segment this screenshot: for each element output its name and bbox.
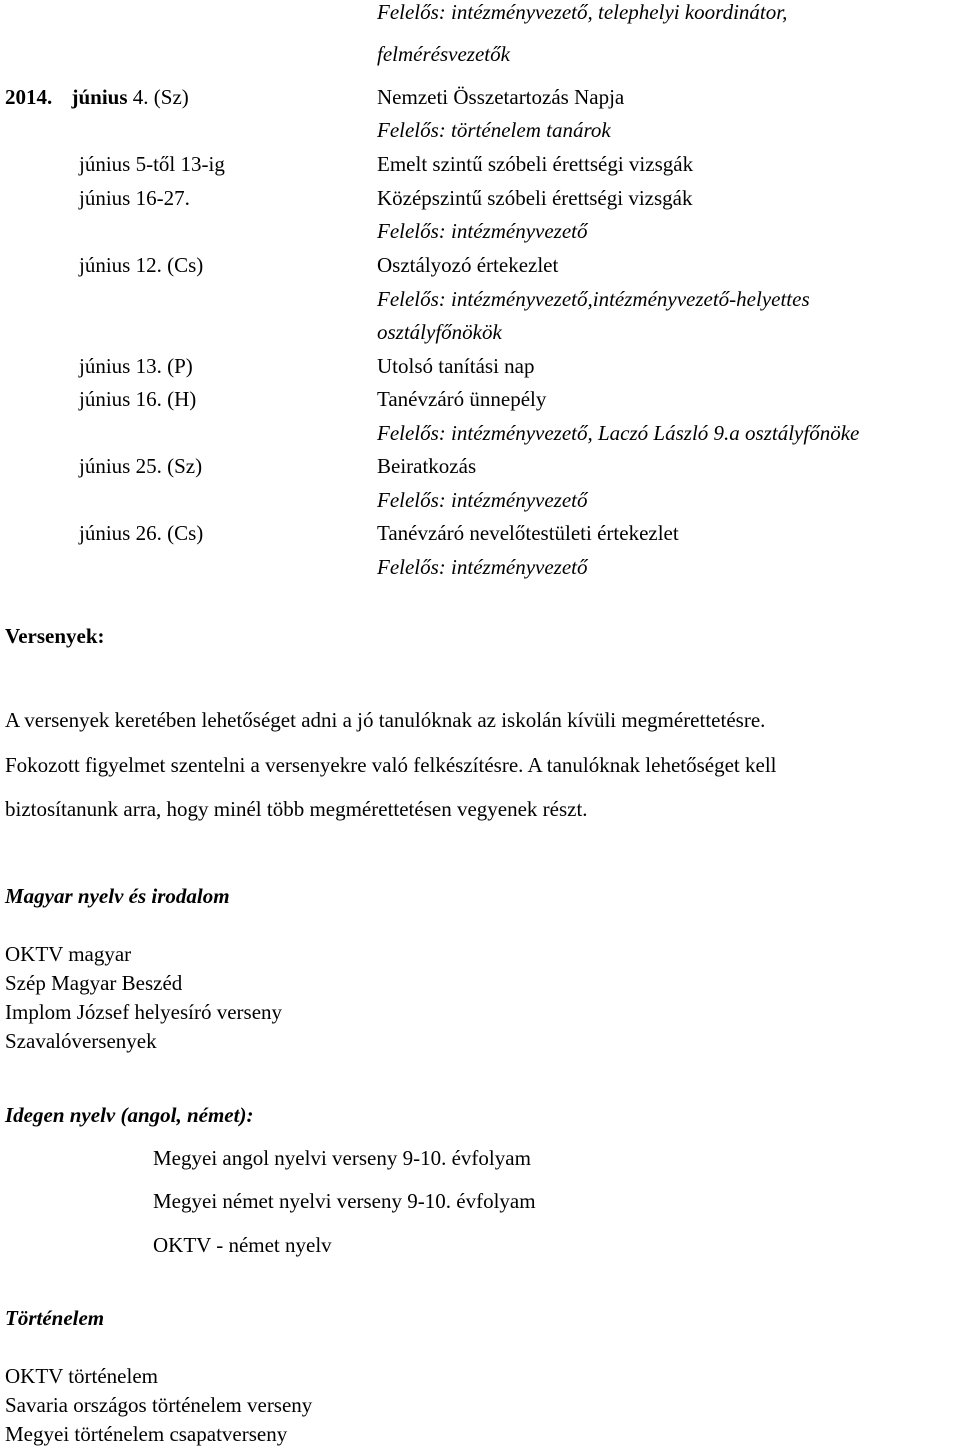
date-row-2: június 5-től 13-ig [79, 152, 225, 176]
date-row-5: június 13. (P) [79, 354, 193, 378]
foreign-language-heading: Idegen nyelv (angol, német): [5, 1103, 254, 1127]
hungarian-item: OKTV magyar [5, 942, 132, 966]
competitions-paragraph-line-1: A versenyek keretében lehetőséget adni a jó tanulóknak az iskolán kívüli megmérettetésre. [5, 708, 766, 732]
history-item: OKTV történelem [5, 1364, 158, 1388]
competitions-paragraph-line-2: Fokozott figyelmet szentelni a versenyekre való felkészítésre. A tanulóknak lehetőséget kell [5, 753, 777, 777]
history-heading: Történelem [5, 1306, 105, 1330]
date-row-1 [5, 87, 189, 108]
competitions-heading: Versenyek: [5, 624, 105, 648]
responsible-row-6: Felelős: intézményvezető, Laczó László 9.a osztályfőnöke [377, 421, 860, 445]
date-row-7: június 25. (Sz) [79, 454, 203, 478]
competitions-paragraph-line-3: biztosítanunk arra, hogy minél több megmérettetésen vegyenek részt. [5, 797, 588, 821]
top-responsible-line-1: Felelős: intézményvezető, telephelyi koordinátor, [377, 0, 788, 24]
responsible-row-8: Felelős: intézményvezető [377, 555, 588, 579]
date-row-3: június 16-27. [79, 186, 190, 210]
responsible-row-1: Felelős: történelem tanárok [377, 118, 611, 142]
hungarian-item: Szavalóversenyek [5, 1029, 157, 1053]
hungarian-heading: Magyar nyelv és irodalom [5, 884, 230, 908]
responsible-row-7: Felelős: intézményvezető [377, 488, 588, 512]
event-row-4: Osztályozó értekezlet [377, 253, 559, 277]
foreign-language-item: Megyei német nyelvi verseny 9-10. évfolyam [153, 1189, 536, 1213]
foreign-language-item: Megyei angol nyelvi verseny 9-10. évfolyam [153, 1146, 531, 1170]
event-row-7: Beiratkozás [377, 454, 477, 478]
event-row-5: Utolsó tanítási nap [377, 354, 535, 378]
history-item: Megyei történelem csapatverseny [5, 1422, 288, 1446]
event-row-6: Tanévzáró ünnepély [377, 387, 547, 411]
top-responsible-line-2: felmérésvezetők [377, 42, 510, 66]
date-rest: 4. (Sz) [132, 85, 189, 109]
hungarian-item: Implom József helyesíró verseny [5, 1000, 283, 1024]
event-row-1: Nemzeti Összetartozás Napja [377, 85, 625, 109]
history-item: Savaria országos történelem verseny [5, 1393, 313, 1417]
hungarian-item: Szép Magyar Beszéd [5, 971, 183, 995]
responsible-row-3: Felelős: intézményvezető [377, 219, 588, 243]
date-row-8: június 26. (Cs) [79, 521, 204, 545]
foreign-language-item: OKTV - német nyelv [153, 1233, 332, 1257]
date-row-6: június 16. (H) [79, 387, 197, 411]
responsible-row-4-line-1: Felelős: intézményvezető,intézményvezető-helyettes [377, 287, 810, 311]
responsible-row-4-line-2: osztályfőnökök [377, 320, 502, 344]
event-row-2: Emelt szintű szóbeli érettségi vizsgák [377, 152, 694, 176]
event-row-3: Középszintű szóbeli érettségi vizsgák [377, 186, 693, 210]
date-month: június [71, 85, 128, 109]
event-row-8: Tanévzáró nevelőtestületi értekezlet [377, 521, 679, 545]
date-year: 2014. [5, 85, 53, 109]
date-row-4: június 12. (Cs) [79, 253, 204, 277]
